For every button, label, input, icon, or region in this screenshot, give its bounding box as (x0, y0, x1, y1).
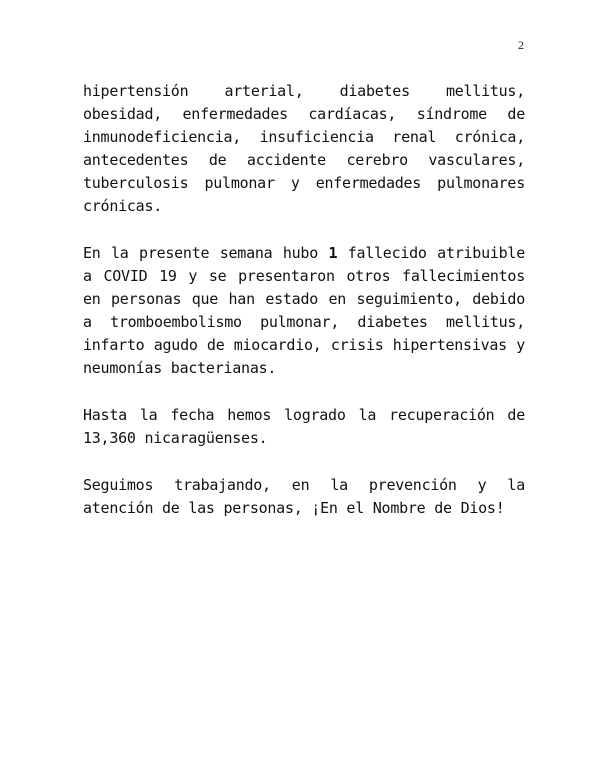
deaths-text-after: fallecido atribuible a COVID 19 y se presentaron otros fallecimientos en personas que han estado en seguimiento, debido a tromboembolismo pulmonar, diabetes mellitus, infarto agudo de miocardio, crisis hipertensivas y neumonías bacterianas. (83, 244, 525, 377)
deaths-count: 1 (328, 244, 338, 262)
deaths-text-before: En la presente semana hubo (83, 244, 329, 262)
paragraph-deaths (83, 242, 525, 380)
paragraph-recoveries: Hasta la fecha hemos logrado la recuperación de 13,360 nicaragüenses. (83, 406, 525, 447)
paragraph-closing: Seguimos trabajando, en la prevención y la atención de las personas, ¡En el Nombre de Dios! (83, 476, 525, 517)
document-body (83, 80, 525, 544)
page-number: 2 (518, 38, 524, 52)
paragraph-risk-factors: hipertensión arterial, diabetes mellitus, obesidad, enfermedades cardíacas, síndrome de inmunodeficiencia, insuficiencia renal crónica, antecedentes de accidente cerebro vasculares, tuberculosis pulmonar y enfermedades pulmonares crónicas. (83, 82, 525, 215)
